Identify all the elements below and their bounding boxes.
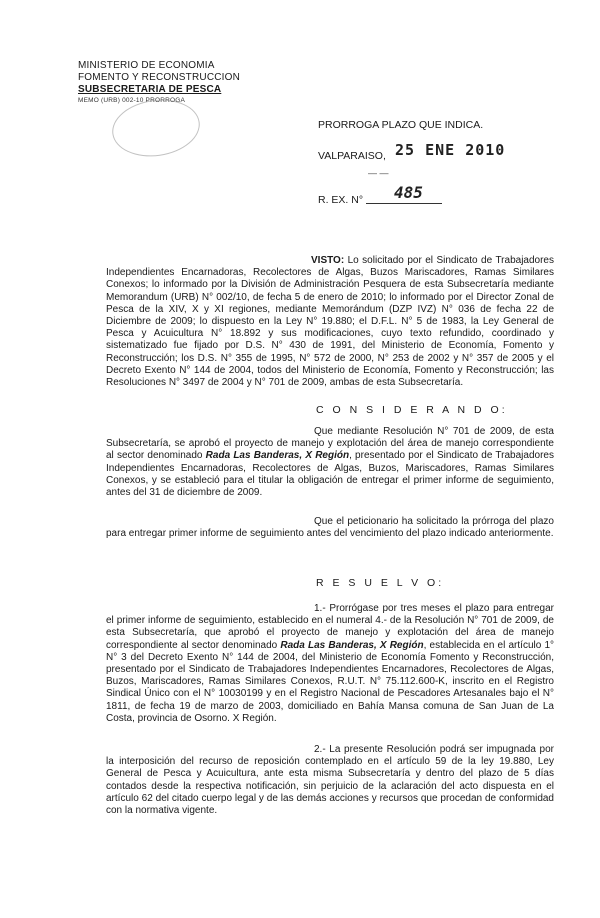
sector-name-2: Rada Las Banderas, X Región — [280, 639, 424, 651]
resuelvo-text-1b: , establecida en el artículo 1° N° 3 del Decreto Exento N° 144 de 2004, del Ministerio de Economía Fomento y Reconstrucción, presentado por el Sindicato de Trabajadores Independientes Encarnadores, Recolectores de Algas, Buzos, Mariscadores, Ramas Similares Conexos, R.U.T. N° 75.112.600-K, inscrito en el Registro Sindical Único con el N° 10030199 y en el Registro Nacional de Pescadores Artesanales bajo el N° 1811, de fecha 19 de marzo de 2003, domiciliado en Bahía Mansa comuna de San Juan de La Costa, provincia de Osorno. X Región. — [106, 639, 554, 724]
considerando-heading: C O N S I D E R A N D O: — [316, 404, 508, 416]
considerando-paragraph-2 — [106, 516, 554, 540]
date-dash: — — — [368, 168, 389, 178]
letterhead — [78, 60, 278, 105]
ministry-name: MINISTERIO DE ECONOMIA — [78, 60, 215, 71]
visto-label: VISTO: — [311, 255, 345, 266]
resolution-number: 485 — [394, 183, 423, 202]
document-title: PRORROGA PLAZO QUE INDICA. — [318, 119, 484, 131]
date-stamp: 25 ENE 2010 — [395, 141, 506, 159]
resolution-underline — [366, 203, 442, 204]
place-label: VALPARAISO, — [318, 150, 386, 162]
resuelvo-item-2 — [106, 744, 554, 817]
resolution-label: R. EX. N° — [318, 194, 364, 206]
visto-paragraph — [106, 255, 554, 389]
memo-reference: MEMO (URB) 002-10 PRORROGA — [78, 97, 186, 104]
resuelvo-item-1 — [106, 603, 554, 725]
resuelvo-heading: R E S U E L V O: — [316, 577, 445, 589]
resuelvo-text-1a: 1.- Prorrógase por tres meses el plazo para entregar el primer informe de seguimiento, establecido en el numeral 4.- de la Resolución N° 701 de 2009, de esta Subsecretaría, que aprobó el proyecto de manejo y explotación del área de manejo correspondiente al sector denominado — [106, 603, 554, 651]
resuelvo-text-2: 2.- La presente Resolución podrá ser impugnada por la interposición del recurso de reposición contemplado en el artículo 59 de la ley 19.880, Ley General de Pesca y Acuicultura, ante esta misma Subsecretaría y dentro del plazo de 5 días contados desde la respectiva notificación, sin perjuicio de la aclaración del acto dispuesta en el artículo 62 del citado cuerpo legal y de las demás acciones y recursos que procedan de conformidad con la normativa vigente. — [106, 744, 554, 817]
sector-name: Rada Las Banderas, X Región — [205, 450, 350, 462]
subsecretaria-name: SUBSECRETARIA DE PESCA — [78, 84, 222, 95]
considerando-paragraph-1 — [106, 426, 554, 499]
considerando-text-2: Que el peticionario ha solicitado la prórroga del plazo para entregar primer informe de seguimiento antes del vencimiento del plazo indicado anteriormente. — [106, 516, 554, 540]
considerando-text-b: , presentado por el Sindicato de Trabajadores Independientes Encarnadoras, Recolectores de Algas, Buzos, Mariscadores, Ramas Similares Conexos, y se estableció para el titular la obligación de entregar el primer informe de seguimiento, antes del 31 de diciembre de 2009. — [106, 450, 554, 499]
considerando-text-a: Que mediante Resolución N° 701 de 2009, de esta Subsecretaría, se aprobó el proyecto de manejo y explotación del área de manejo correspondiente al sector denominado — [106, 426, 554, 462]
visto-text: Lo solicitado por el Sindicato de Trabajadores Independientes Encarnadoras, Recolectores de Algas, Buzos Mariscadores, Ramas Similares Conexos; lo informado por la División de Administración Pesquera de esta Subsecretaría mediante Memorandum (URB) N° 002/10, de fecha 5 de enero de 2010; lo informado por el Director Zonal de Pesca de la XIV, X y XI regiones, mediante Memorándum (DZP IVZ) N° 036 de fecha 22 de Diciembre de 2009; lo dispuesto en la Ley N° 19.880; el D.F.L. N° 5 de 1983, la Ley General de Pesca y Acuicultura N° 18.892 y sus modificaciones, cuyo texto refundido, coordinado y sistematizado fue fijado por D.S. N° 430 de 1991, del Ministerio de Economía, Fomento y Reconstrucción; los D.S. N° 355 de 1995, N° 572 de 2000, N° 253 de 2002 y N° 357 de 2005 y el Decreto Exento N° 144 de 2004, todos del Ministerio de Economía, Fomento y Reconstrucción; las Resoluciones N° 3497 de 2004 y N° 701 de 2009, ambas de esta Subsecretaría. — [106, 255, 554, 389]
ministry-name-2: FOMENTO Y RECONSTRUCCION — [78, 72, 241, 83]
